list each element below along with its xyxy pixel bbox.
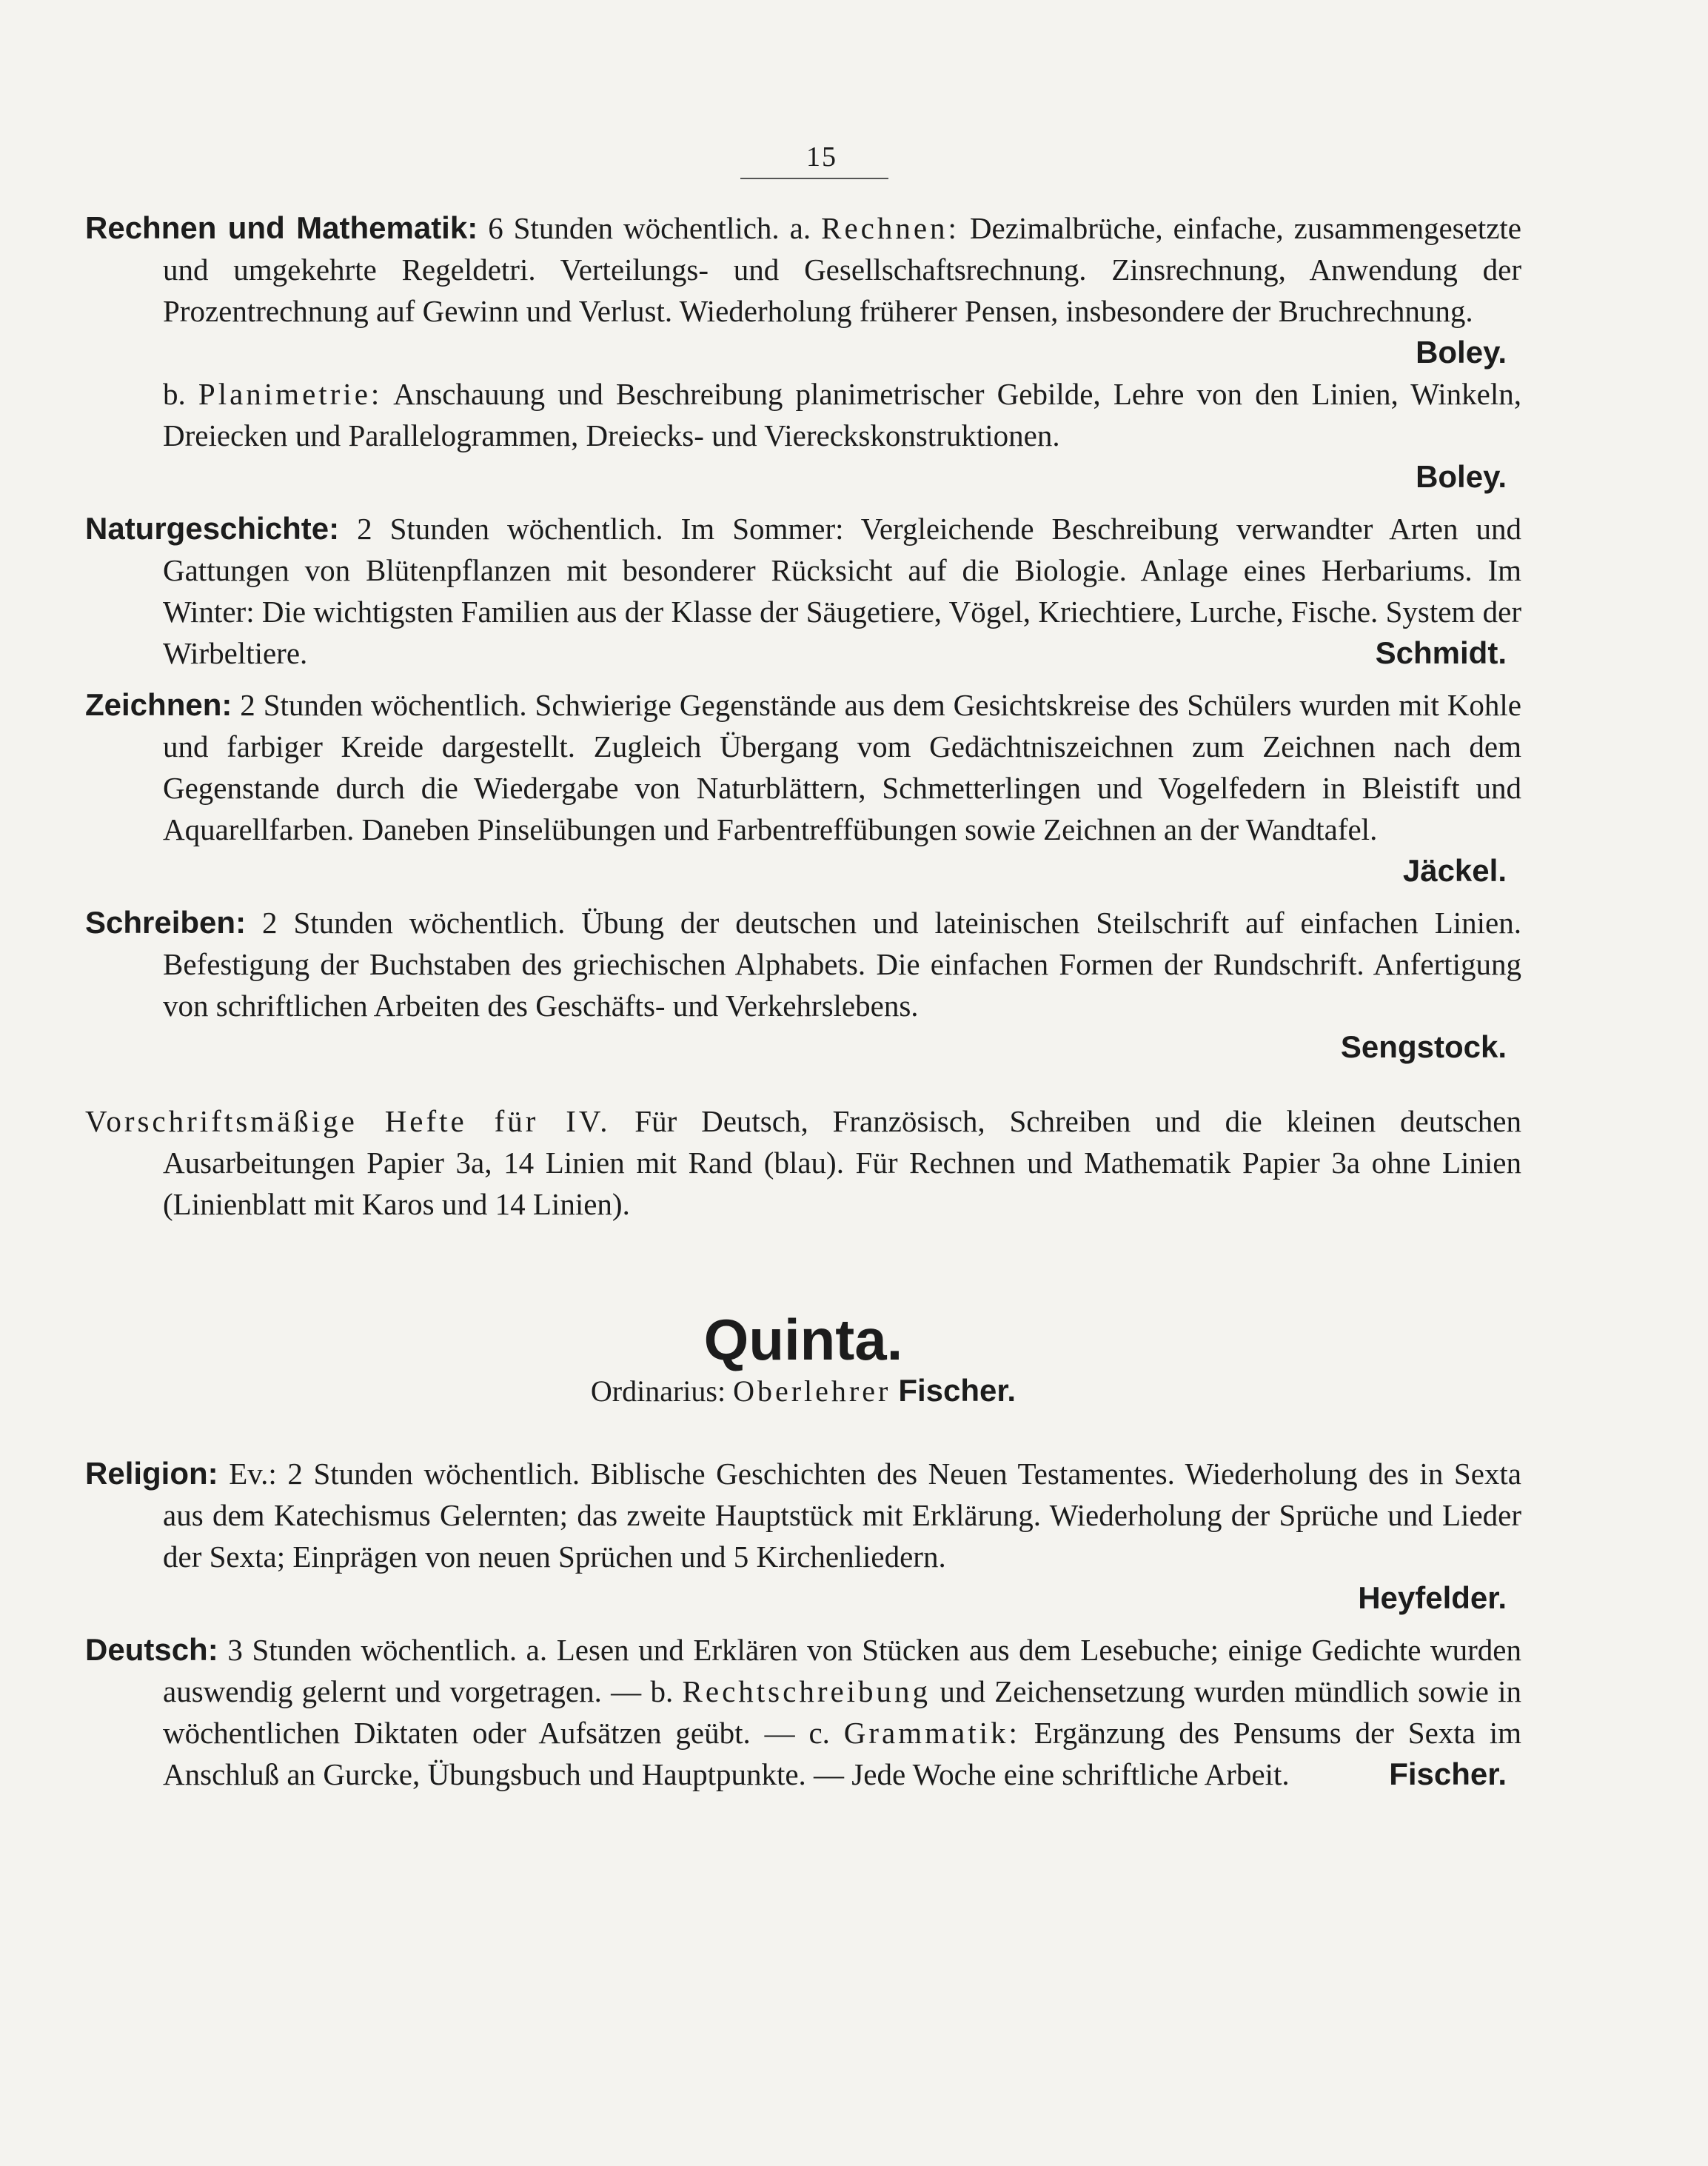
zeichnen-label: Zeichnen:	[85, 687, 232, 722]
rechnen-teacher-b: Boley.	[1416, 459, 1507, 494]
rechnen-text-b: Anschauung und Beschreibung planimetrischer Gebilde, Lehre von den Linien, Winkeln, Dreiecken und Parallelogrammen, Dreiecks- und Viereckskonstruktionen.	[163, 377, 1521, 452]
deutsch-spaced1: Rechtschreibung	[682, 1674, 931, 1708]
section-rechnen	[85, 207, 1521, 498]
rechnen-spaced-b: Planimetrie:	[198, 377, 383, 411]
rechnen-label: Rechnen und Mathematik:	[85, 210, 478, 245]
ordinarius-line	[85, 1373, 1521, 1408]
zeichnen-entry	[85, 684, 1521, 850]
rechnen-prefix-b: b.	[163, 377, 198, 411]
page-content	[85, 207, 1521, 1805]
naturgeschichte-label: Naturgeschichte:	[85, 511, 340, 546]
schreiben-label: Schreiben:	[85, 905, 247, 940]
section-deutsch	[85, 1629, 1521, 1795]
rechnen-part-a	[85, 207, 1521, 332]
section-schreiben	[85, 902, 1521, 1068]
spacer	[85, 1078, 1521, 1100]
ordinarius-title: Oberlehrer	[733, 1374, 891, 1408]
deutsch-entry	[85, 1629, 1521, 1795]
religion-text: Ev.: 2 Stunden wöchentlich. Biblische Geschichten des Neuen Testamentes. Wiederholung des in Sexta aus dem Katechismus Gelernten; das zweite Hauptstück mit Erklärung. Wiederholung der Sprüche und Lieder der Sexta; Einprägen von neuen Sprüchen und 5 Kirchenliedern.	[163, 1457, 1522, 1574]
naturgeschichte-text: 2 Stunden wöchentlich. Im Sommer: Vergleichende Beschreibung verwandter Arten und Gattungen von Blütenpflanzen mit besonderer Rücksicht auf die Biologie. Anlage eines Herbariums. Im Winter: Die wichtigsten Familien aus der Klasse der Säugetiere, Vögel, Kriechtiere, Lurche, Fische. System der Wirbeltiere.	[163, 512, 1522, 670]
rechnen-part-b	[85, 373, 1521, 456]
section-zeichnen	[85, 684, 1521, 892]
quinta-title: Quinta.	[703, 1307, 903, 1372]
deutsch-teacher: Fischer.	[1389, 1756, 1507, 1791]
naturgeschichte-teacher: Schmidt.	[1375, 635, 1507, 670]
page-number-rule	[740, 178, 888, 179]
hefte-text: Für Deutsch, Französisch, Schreiben und die kleinen deutschen Ausarbeitungen Papier 3a, 14 Linien mit Rand (blau). Für Rechnen und Mathematik Papier 3a ohne Linien (Linienblatt mit Karos und 14 Linien).	[163, 1104, 1522, 1221]
naturgeschichte-entry	[85, 508, 1521, 674]
deutsch-text3: Ergänzung des Pensums der Sexta im Anschluß an Gurcke, Übungsbuch und Hauptpunkte. — Jede Woche eine schriftliche Arbeit.	[163, 1716, 1521, 1791]
page-number: 15	[806, 141, 837, 173]
zeichnen-text: 2 Stunden wöchentlich. Schwierige Gegenstände aus dem Gesichtskreise des Schülers wurden mit Kohle und farbiger Kreide dargestellt. Zugleich Übergang vom Gedächtniszeichnen zum Zeichnen nach dem Gegenstande durch die Wiedergabe von Naturblättern, Schmetterlingen und Vogelfedern in Bleistift und Aquarellfarben. Daneben Pinselübungen und Farbentreffübungen sowie Zeichnen an der Wandtafel.	[163, 688, 1521, 846]
rechnen-text-a: 6 Stunden wöchentlich. a.	[488, 211, 822, 245]
section-naturgeschichte	[85, 508, 1521, 674]
religion-entry	[85, 1453, 1521, 1577]
rechnen-teacher-a: Boley.	[1416, 335, 1507, 370]
deutsch-text1: 3 Stunden wöchentlich. a. Lesen und Erklären von Stücken aus dem Lesebuche; einige Gedichte wurden auswendig gelernt und vorgetragen. — b.	[163, 1633, 1522, 1708]
hefte-entry	[85, 1100, 1521, 1225]
hefte-spaced: Vorschriftsmäßige Hefte für IV.	[85, 1104, 611, 1138]
ordinarius-name: Fischer.	[898, 1373, 1017, 1408]
religion-teacher: Heyfelder.	[1358, 1580, 1507, 1615]
section-religion	[85, 1453, 1521, 1619]
schreiben-teacher: Sengstock.	[1340, 1029, 1507, 1064]
deutsch-label: Deutsch:	[85, 1632, 218, 1667]
schreiben-entry	[85, 902, 1521, 1026]
ordinarius-prefix: Ordinarius:	[590, 1374, 734, 1408]
deutsch-text2: und Zeichensetzung wurden mündlich sowie in wöchentlichen Diktaten oder Aufsätzen geübt. — c.	[163, 1674, 1521, 1750]
schreiben-text: 2 Stunden wöchentlich. Übung der deutschen und lateinischen Steilschrift auf einfachen Linien. Befestigung der Buchstaben des griechischen Alphabets. Die einfachen Formen der Rundschrift. Anfertigung von schriftlichen Arbeiten des Geschäfts- und Verkehrslebens.	[163, 906, 1522, 1023]
section-hefte	[85, 1100, 1521, 1225]
rechnen-text-a2: Dezimalbrüche, einfache, zusammengesetzte und umgekehrte Regeldetri. Verteilungs- und Gesellschaftsrechnung. Zinsrechnung, Anwendung der Prozentrechnung auf Gewinn und Verlust. Wiederholung früherer Pensen, insbesondere der Bruchrechnung.	[163, 211, 1522, 328]
zeichnen-teacher: Jäckel.	[1402, 853, 1507, 888]
religion-label: Religion:	[85, 1456, 218, 1491]
deutsch-spaced2: Grammatik:	[843, 1716, 1020, 1750]
rechnen-spaced-a: Rechnen:	[821, 211, 960, 245]
